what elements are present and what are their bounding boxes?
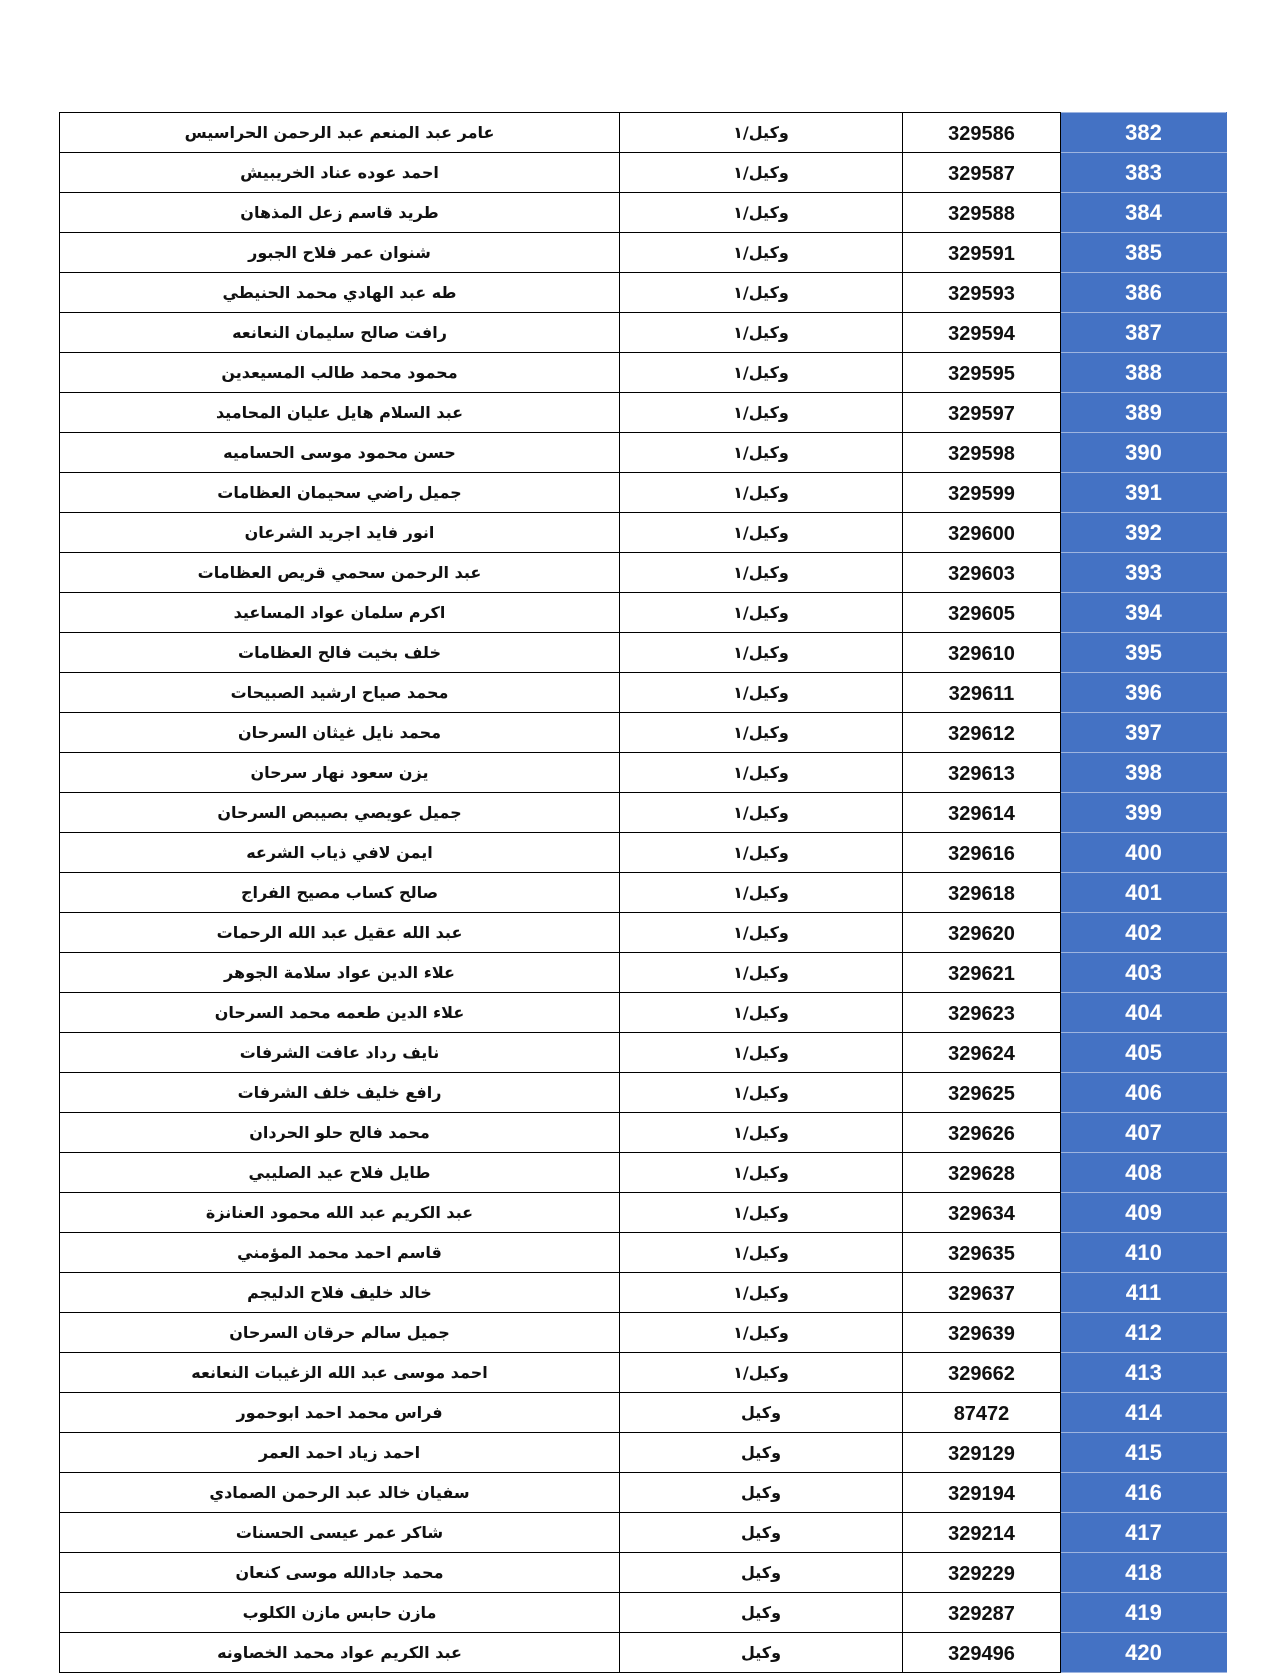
table-row [60,1593,1227,1633]
id-number-cell: 329600 [903,513,1061,553]
table-row [60,873,1227,913]
id-number-cell: 87472 [903,1393,1061,1433]
table-row [60,1513,1227,1553]
rank-cell: وكيل [620,1593,903,1633]
table-row [60,673,1227,713]
id-number-cell: 329628 [903,1153,1061,1193]
table-row [60,913,1227,953]
id-number-cell: 329614 [903,793,1061,833]
name-cell: جميل راضي سحيمان العظامات [60,473,620,513]
table-row [60,1233,1227,1273]
id-number-cell: 329598 [903,433,1061,473]
rank-cell: وكيل/١ [620,153,903,193]
name-cell: خالد خليف فلاح الدليجم [60,1273,620,1313]
row-number-cell: 389 [1061,393,1227,433]
id-number-cell: 329287 [903,1593,1061,1633]
table-row [60,713,1227,753]
rank-cell: وكيل/١ [620,1233,903,1273]
row-number-cell: 415 [1061,1433,1227,1473]
id-number-cell: 329129 [903,1433,1061,1473]
name-cell: ايمن لافي ذياب الشرعه [60,833,620,873]
table-row [60,993,1227,1033]
rank-cell: وكيل/١ [620,1153,903,1193]
name-cell: نايف رداد عافت الشرفات [60,1033,620,1073]
name-cell: جميل عويصي بصيبص السرحان [60,793,620,833]
rank-cell: وكيل/١ [620,1313,903,1353]
name-cell: شنوان عمر فلاح الجبور [60,233,620,273]
rank-cell: وكيل/١ [620,233,903,273]
table-row [60,553,1227,593]
name-cell: محمود محمد طالب المسيعدين [60,353,620,393]
table-row [60,1153,1227,1193]
row-number-cell: 407 [1061,1113,1227,1153]
row-number-cell: 399 [1061,793,1227,833]
id-number-cell: 329625 [903,1073,1061,1113]
name-cell: عامر عبد المنعم عبد الرحمن الحراسيس [60,113,620,153]
id-number-cell: 329639 [903,1313,1061,1353]
row-number-cell: 420 [1061,1633,1227,1673]
row-number-cell: 418 [1061,1553,1227,1593]
row-number-cell: 405 [1061,1033,1227,1073]
name-cell: خلف بخيت فالح العظامات [60,633,620,673]
rank-cell: وكيل/١ [620,1033,903,1073]
id-number-cell: 329611 [903,673,1061,713]
rank-cell: وكيل/١ [620,993,903,1033]
rank-cell: وكيل [620,1633,903,1673]
row-number-cell: 419 [1061,1593,1227,1633]
name-cell: سفيان خالد عبد الرحمن الصمادي [60,1473,620,1513]
name-cell: عبد الله عقيل عبد الله الرحمات [60,913,620,953]
rank-cell: وكيل [620,1473,903,1513]
row-number-cell: 417 [1061,1513,1227,1553]
name-cell: قاسم احمد محمد المؤمني [60,1233,620,1273]
name-cell: طايل فلاح عيد الصليبي [60,1153,620,1193]
rank-cell: وكيل/١ [620,473,903,513]
id-number-cell: 329613 [903,753,1061,793]
table-row [60,193,1227,233]
table-row [60,833,1227,873]
row-number-cell: 394 [1061,593,1227,633]
rank-cell: وكيل/١ [620,833,903,873]
table-row [60,1073,1227,1113]
rank-cell: وكيل/١ [620,513,903,553]
table-row [60,433,1227,473]
id-number-cell: 329605 [903,593,1061,633]
name-cell: علاء الدين عواد سلامة الجوهر [60,953,620,993]
row-number-cell: 388 [1061,353,1227,393]
name-cell: عبد السلام هايل عليان المحاميد [60,393,620,433]
table-row [60,1433,1227,1473]
rank-cell: وكيل/١ [620,1113,903,1153]
rank-cell: وكيل/١ [620,433,903,473]
table-row [60,113,1227,153]
personnel-table [59,112,1227,1673]
name-cell: رافع خليف خلف الشرفات [60,1073,620,1113]
table-row [60,953,1227,993]
name-cell: محمد نايل غيثان السرحان [60,713,620,753]
rank-cell: وكيل/١ [620,1073,903,1113]
rank-cell: وكيل/١ [620,393,903,433]
name-cell: شاكر عمر عيسى الحسنات [60,1513,620,1553]
table-row [60,313,1227,353]
rank-cell: وكيل/١ [620,753,903,793]
name-cell: احمد عوده عناد الخريبيش [60,153,620,193]
rank-cell: وكيل [620,1433,903,1473]
row-number-cell: 397 [1061,713,1227,753]
row-number-cell: 401 [1061,873,1227,913]
row-number-cell: 416 [1061,1473,1227,1513]
rank-cell: وكيل/١ [620,313,903,353]
name-cell: محمد جادالله موسى كنعان [60,1553,620,1593]
name-cell: جميل سالم حرقان السرحان [60,1313,620,1353]
name-cell: علاء الدين طعمه محمد السرحان [60,993,620,1033]
table-row [60,1633,1227,1673]
name-cell: مازن حابس مازن الكلوب [60,1593,620,1633]
name-cell: عبد الكريم عواد محمد الخصاونه [60,1633,620,1673]
id-number-cell: 329586 [903,113,1061,153]
table-row [60,793,1227,833]
table-row [60,593,1227,633]
rank-cell: وكيل/١ [620,193,903,233]
row-number-cell: 409 [1061,1193,1227,1233]
id-number-cell: 329610 [903,633,1061,673]
row-number-cell: 412 [1061,1313,1227,1353]
id-number-cell: 329612 [903,713,1061,753]
rank-cell: وكيل/١ [620,793,903,833]
rank-cell: وكيل [620,1513,903,1553]
id-number-cell: 329626 [903,1113,1061,1153]
name-cell: صالح كساب مصيح الفراج [60,873,620,913]
table-row [60,353,1227,393]
id-number-cell: 329588 [903,193,1061,233]
table-row [60,633,1227,673]
rank-cell: وكيل/١ [620,1193,903,1233]
name-cell: محمد صياح ارشيد الصبيحات [60,673,620,713]
table-row [60,1553,1227,1593]
id-number-cell: 329620 [903,913,1061,953]
table-row [60,753,1227,793]
id-number-cell: 329634 [903,1193,1061,1233]
rank-cell: وكيل/١ [620,953,903,993]
id-number-cell: 329597 [903,393,1061,433]
table-row [60,1033,1227,1073]
row-number-cell: 383 [1061,153,1227,193]
row-number-cell: 398 [1061,753,1227,793]
table-row [60,513,1227,553]
rank-cell: وكيل [620,1393,903,1433]
id-number-cell: 329194 [903,1473,1061,1513]
row-number-cell: 402 [1061,913,1227,953]
personnel-table-body [60,113,1227,1673]
row-number-cell: 406 [1061,1073,1227,1113]
id-number-cell: 329214 [903,1513,1061,1553]
row-number-cell: 410 [1061,1233,1227,1273]
table-row [60,1313,1227,1353]
table-row [60,273,1227,313]
table-row [60,1193,1227,1233]
row-number-cell: 387 [1061,313,1227,353]
name-cell: حسن محمود موسى الحساميه [60,433,620,473]
name-cell: يزن سعود نهار سرحان [60,753,620,793]
id-number-cell: 329623 [903,993,1061,1033]
row-number-cell: 390 [1061,433,1227,473]
table-row [60,393,1227,433]
name-cell: عبد الكريم عبد الله محمود العنانزة [60,1193,620,1233]
id-number-cell: 329635 [903,1233,1061,1273]
rank-cell: وكيل/١ [620,593,903,633]
name-cell: احمد زياد احمد العمر [60,1433,620,1473]
row-number-cell: 408 [1061,1153,1227,1193]
rank-cell: وكيل/١ [620,713,903,753]
row-number-cell: 413 [1061,1353,1227,1393]
table-row [60,473,1227,513]
row-number-cell: 395 [1061,633,1227,673]
rank-cell: وكيل [620,1553,903,1593]
row-number-cell: 385 [1061,233,1227,273]
id-number-cell: 329595 [903,353,1061,393]
id-number-cell: 329587 [903,153,1061,193]
row-number-cell: 384 [1061,193,1227,233]
table-row [60,1353,1227,1393]
id-number-cell: 329662 [903,1353,1061,1393]
row-number-cell: 382 [1061,113,1227,153]
name-cell: طريد قاسم زعل المذهان [60,193,620,233]
name-cell: محمد فالح حلو الحردان [60,1113,620,1153]
row-number-cell: 391 [1061,473,1227,513]
name-cell: فراس محمد احمد ابوحمور [60,1393,620,1433]
rank-cell: وكيل/١ [620,633,903,673]
rank-cell: وكيل/١ [620,1273,903,1313]
id-number-cell: 329624 [903,1033,1061,1073]
rank-cell: وكيل/١ [620,273,903,313]
name-cell: رافت صالح سليمان النعانعه [60,313,620,353]
table-row [60,1473,1227,1513]
row-number-cell: 393 [1061,553,1227,593]
id-number-cell: 329594 [903,313,1061,353]
rank-cell: وكيل/١ [620,873,903,913]
id-number-cell: 329496 [903,1633,1061,1673]
row-number-cell: 392 [1061,513,1227,553]
row-number-cell: 403 [1061,953,1227,993]
id-number-cell: 329593 [903,273,1061,313]
id-number-cell: 329591 [903,233,1061,273]
rank-cell: وكيل/١ [620,353,903,393]
name-cell: احمد موسى عبد الله الزغيبات النعانعه [60,1353,620,1393]
id-number-cell: 329229 [903,1553,1061,1593]
name-cell: انور فايد اجريد الشرعان [60,513,620,553]
table-row [60,1273,1227,1313]
id-number-cell: 329599 [903,473,1061,513]
table-row [60,153,1227,193]
row-number-cell: 396 [1061,673,1227,713]
name-cell: اكرم سلمان عواد المساعيد [60,593,620,633]
table-row [60,1393,1227,1433]
table-row [60,1113,1227,1153]
rank-cell: وكيل/١ [620,1353,903,1393]
id-number-cell: 329616 [903,833,1061,873]
row-number-cell: 404 [1061,993,1227,1033]
id-number-cell: 329618 [903,873,1061,913]
row-number-cell: 386 [1061,273,1227,313]
table-row [60,233,1227,273]
id-number-cell: 329621 [903,953,1061,993]
id-number-cell: 329603 [903,553,1061,593]
name-cell: عبد الرحمن سحمي قريص العظامات [60,553,620,593]
rank-cell: وكيل/١ [620,673,903,713]
rank-cell: وكيل/١ [620,113,903,153]
row-number-cell: 400 [1061,833,1227,873]
row-number-cell: 411 [1061,1273,1227,1313]
name-cell: طه عبد الهادي محمد الحنيطي [60,273,620,313]
rank-cell: وكيل/١ [620,553,903,593]
rank-cell: وكيل/١ [620,913,903,953]
id-number-cell: 329637 [903,1273,1061,1313]
row-number-cell: 414 [1061,1393,1227,1433]
